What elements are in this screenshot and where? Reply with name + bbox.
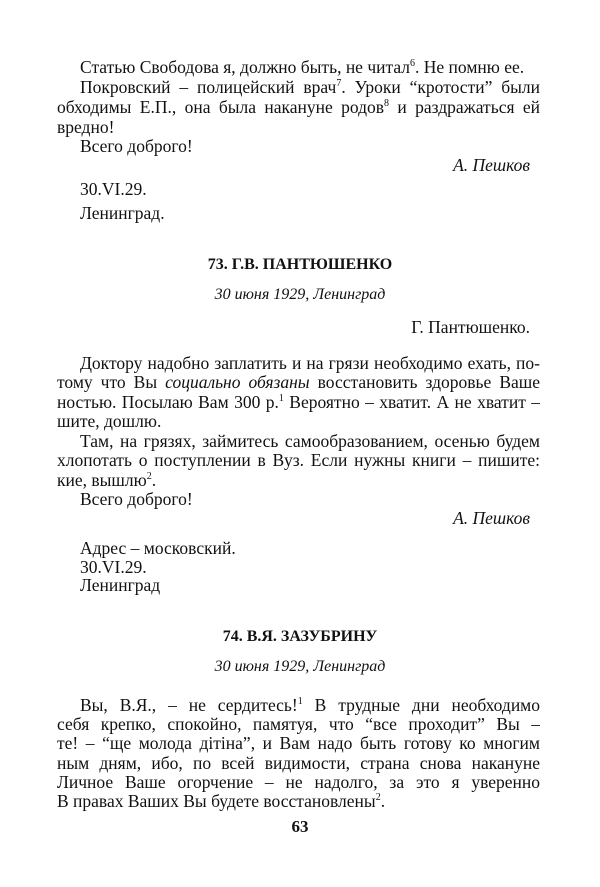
section-heading: [0, 255, 600, 275]
text-run: В правах Ваших Вы будете восстановлены: [57, 791, 376, 811]
text-run: Всего доброго!: [80, 136, 193, 156]
text-run: Личное Ваше огорчение – не надолго, за это я уверенно: [57, 772, 540, 792]
text-run: . Не помню ее.: [415, 57, 525, 77]
page-number: 63: [291, 817, 309, 836]
text-line: [57, 77, 540, 97]
text-line: [57, 575, 540, 595]
text-line: [57, 97, 540, 117]
text-line: [57, 431, 540, 451]
text-line: [57, 450, 540, 470]
footnote-ref: 8: [384, 98, 390, 109]
text-run: кие, вышлю: [57, 470, 147, 490]
text-run: 30 июня 1929, Ленинград: [214, 658, 386, 675]
text-run: Статью Свободова я, должно быть, не читал: [80, 57, 411, 77]
text-run: и раздражаться ей: [397, 97, 540, 117]
text-run: .: [380, 791, 386, 811]
text-run: Покровский – полицейский врач: [80, 77, 337, 97]
footnote-ref: 7: [336, 78, 342, 89]
text-line: [57, 57, 540, 77]
text-run: хлопотать о поступлении в Вуз. Если нужны книги – пишите:: [57, 450, 540, 470]
text-run: вредно!: [57, 117, 115, 137]
footnote-ref: 2: [375, 792, 381, 803]
text-run: Ленинград.: [80, 203, 165, 223]
letter-date: [0, 285, 600, 305]
text-line: [57, 489, 540, 509]
text-run: 73. Г.В. ПАНТЮШЕНКО: [207, 256, 393, 273]
text-line: [57, 136, 540, 156]
text-line: [57, 772, 540, 792]
text-line: [57, 179, 540, 199]
text-run: Г. Пантюшенко.: [411, 317, 530, 337]
text-line: [57, 203, 540, 223]
text-run: те! – “ще молода дітіна”, и Вам надо быть готову ко многим: [57, 733, 540, 753]
text-run: Вы, В.Я., – не сердитесь!: [80, 695, 298, 715]
footnote-ref: 1: [297, 696, 303, 707]
text-run: ным дням, ибо, по всей видимости, страна снова накануне: [57, 753, 540, 773]
text-line: [57, 714, 540, 734]
text-run: тому что Вы: [57, 372, 166, 392]
emphasis: социально обязаны: [165, 372, 310, 392]
text-run: А. Пешков: [453, 508, 530, 528]
text-run: В трудные дни необходимо: [314, 695, 540, 715]
text-run: шите, дошлю.: [57, 411, 162, 431]
text-run: себя крепко, спокойно, памятуя, что “все проходит” Вы –: [57, 714, 540, 734]
letter-date: [0, 657, 600, 677]
footnote-ref: 1: [278, 393, 284, 404]
text-line: [57, 353, 540, 373]
text-run: Ленинград: [80, 575, 161, 595]
text-run: Доктору надобно заплатить и на грязи необходимо ехать, по-: [80, 353, 540, 373]
text-run: Там, на грязях, займитесь самообразованием, осенью будем: [80, 431, 540, 451]
text-line: [57, 753, 540, 773]
text-line: [57, 117, 540, 137]
section-heading: [0, 627, 600, 647]
text-run: .: [151, 470, 157, 490]
text-line: [57, 470, 540, 490]
text-line: [57, 791, 540, 811]
text-run: 30.VI.29.: [80, 179, 147, 199]
text-run: 30.VI.29.: [80, 557, 147, 577]
text-line: [57, 557, 540, 577]
text-line: [57, 538, 540, 558]
text-run: Адрес – московский.: [80, 538, 236, 558]
footnote-ref: 2: [146, 471, 152, 482]
text-line: [57, 733, 540, 753]
text-run: обходимы Е.П., она была накануне родов: [57, 97, 385, 117]
text-run: А. Пешков: [453, 155, 530, 175]
text-line: [57, 372, 540, 392]
text-line: [57, 695, 540, 715]
text-run: 30 июня 1929, Ленинград: [214, 286, 386, 303]
signature: [57, 155, 530, 175]
text-run: восстановить здоровье Ваше: [317, 372, 540, 392]
text-run: Вероятно – хватит. А не хватит –: [289, 392, 540, 412]
text-run: 74. В.Я. ЗАЗУБРИНУ: [222, 628, 378, 645]
text-line: [57, 392, 540, 412]
signature: [57, 508, 530, 528]
footnote-ref: 6: [410, 58, 416, 69]
text-run: Всего доброго!: [80, 489, 193, 509]
text-line: [57, 317, 530, 337]
text-run: . Уроки “кротости” были: [341, 77, 540, 97]
text-run: ностью. Посылаю Вам 300 р.: [57, 392, 279, 412]
text-line: [57, 411, 540, 431]
